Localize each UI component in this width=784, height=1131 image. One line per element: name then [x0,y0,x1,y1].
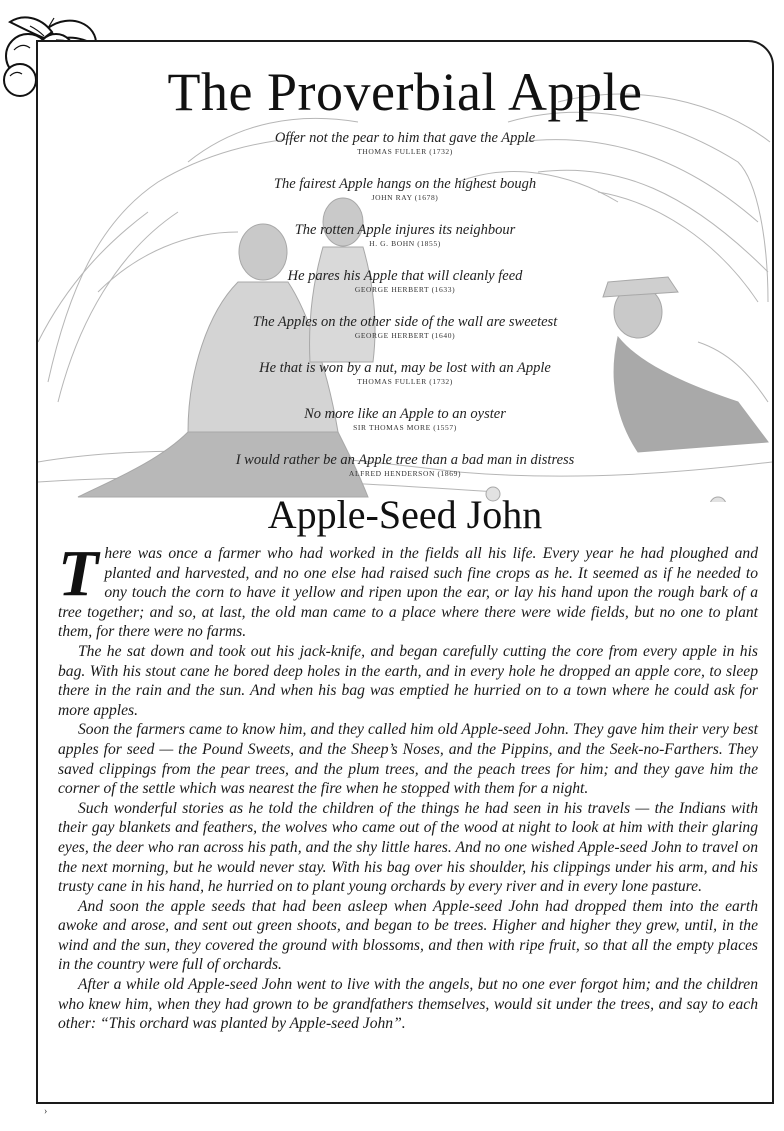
section-title: Apple-Seed John [267,492,543,537]
proverb-text: The fairest Apple hangs on the highest bough [273,176,537,192]
proverb-source: SIR THOMAS MORE (1557) [353,423,457,432]
story-paragraph: And soon the apple seeds that had been asleep when Apple-seed John had dropped them into the earth awoke and arose, and sent out green shoots, and began to be trees. Higher and higher they grew, until, in the wind and the sun, they covered the ground with blossoms, and then with ripe fruit, so that all the empty places in the country were full of orchards. [58,897,758,974]
page-title: The Proverbial Apple [167,62,643,122]
proverb-item [38,222,772,248]
proverb-item [38,360,772,386]
story-paragraph: Such wonderful stories as he told the children of the things he had seen in his travels — the Indians with their gay blankets and feathers, the wolves who came out of the wood at night to look at him with their glaring eyes, the deer who ran across his path, and the shy little hares. And no one wished Apple-seed John to travel on the next morning, but he would never stay. With his bag over his shoulder, his clippings under his arm, and his trusty cane in his hand, he hurried on to plant young orchards by every river and in every lone pasture. [58,799,758,896]
page-mark: › [44,1106,48,1117]
story-paragraph-text: here was once a farmer who had worked in the fields all his life. Every year he had ploughed and planted and harvested, and no one else had raised such fine crops as he. It seemed as if he needed to ony touch the corn to have it yellow and ripen upon the ear, or lay his hand upon the rough bark of a tree together; and so, at last, the old man came to a place where there were wide fields, but no one to plant them, for there were no farms. [58,545,758,641]
proverb-item [38,130,772,156]
proverb-source: GEORGE HERBERT (1633) [354,285,456,294]
proverb-item [38,176,772,202]
proverb-text: The Apples on the other side of the wall are sweetest [252,314,558,330]
proverb-item [38,406,772,432]
proverb-text: He pares his Apple that will cleanly feed [287,268,523,284]
proverb-source: ALFRED HENDERSON (1869) [348,469,462,478]
page-frame [36,40,774,1104]
proverb-text: I would rather be an Apple tree than a bad man in distress [235,452,575,468]
story-paragraph: After a while old Apple-seed John went to live with the angels, but no one ever forgot him; and the children who knew him, when they had grown to be grandfathers themselves, would sit under the trees, and say to each other: “This orchard was planted by Apple-seed John”. [58,976,758,1033]
proverb-item [38,452,772,478]
proverb-source: THOMAS FULLER (1732) [357,377,453,386]
story-paragraph: The he sat down and took out his jack-knife, and began carefully cutting the core from every apple in his bag. With his stout cane he bored deep holes in the earth, and in every hole he dropped an apple core, to sleep there in the rain and the sun. And when his bag was emptied he hurried on to a town where he could ask for more apples. [58,642,758,719]
proverb-text: The rotten Apple injures its neighbour [294,222,516,238]
proverb-source: THOMAS FULLER (1732) [357,147,453,156]
proverb-source: JOHN RAY (1678) [371,193,439,202]
proverb-text: He that is won by a nut, may be lost with an Apple [259,360,551,376]
proverb-source: H. G. BOHN (1855) [369,239,441,248]
proverb-text: No more like an Apple to an oyster [304,406,506,422]
proverb-source: GEORGE HERBERT (1640) [354,331,456,340]
proverb-item [38,268,772,294]
proverb-text: Offer not the pear to him that gave the Apple [274,130,536,146]
story-paragraph [58,537,758,642]
drop-cap: T [58,537,99,610]
story-body [58,537,758,1034]
proverb-item [38,314,772,340]
story-paragraph: Soon the farmers came to know him, and they called him old Apple-seed John. They gave him their very best apples for seed — the Pound Sweets, and the Sheep’s Noses, and the Pippins, and the Seek-no-Farthers. They saved clippings from the pear trees, and the plum trees, and the peach trees for him; and they gave him the corner of the settle which was nearest the fire when he stopped with them for a night. [58,721,758,798]
